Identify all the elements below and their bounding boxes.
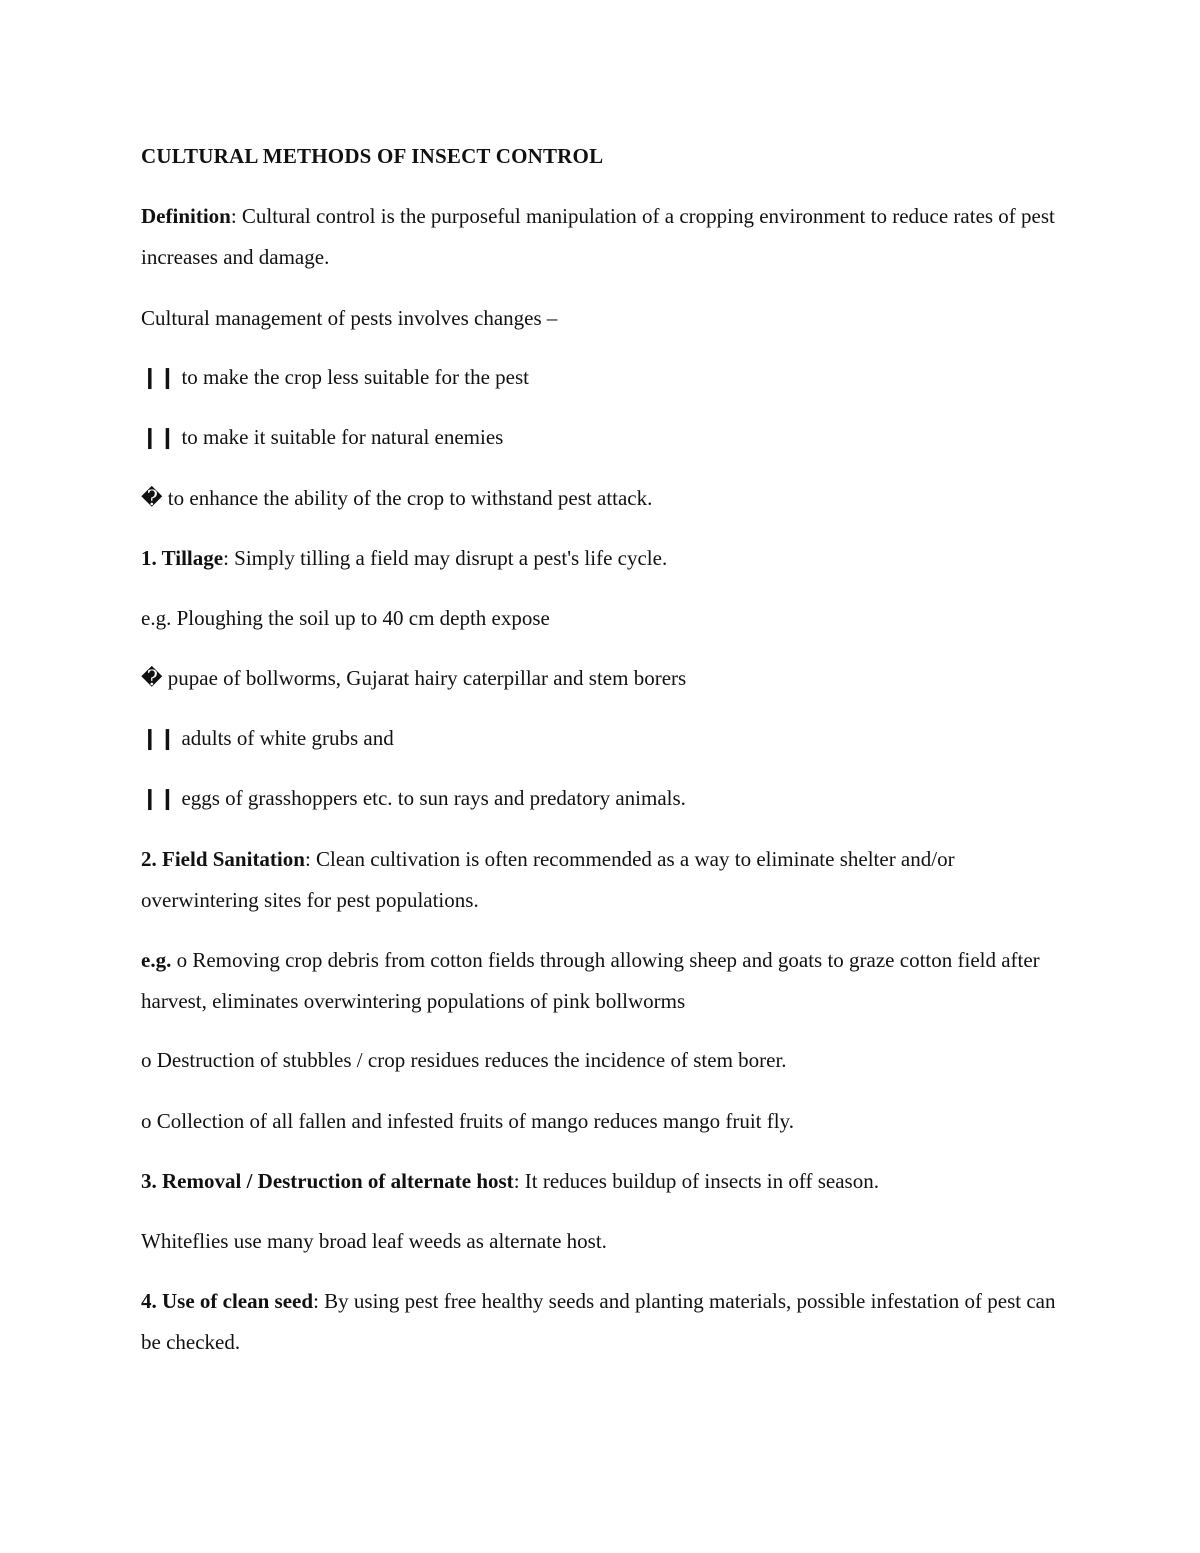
sanitation-example-label: e.g. — [141, 948, 172, 972]
alternate-host-text: : It reduces buildup of insects in off season. — [513, 1169, 879, 1193]
sanitation-label: 2. Field Sanitation — [141, 847, 305, 871]
definition-paragraph — [141, 196, 1071, 278]
definition-label: Definition — [141, 204, 231, 228]
alternate-host-paragraph — [141, 1161, 1071, 1202]
alternate-host-label: 3. Removal / Destruction of alternate host — [141, 1169, 514, 1193]
document-title: CULTURAL METHODS OF INSECT CONTROL — [141, 144, 604, 168]
change-item-1: ❙❙ to make the crop less suitable for the pest — [141, 365, 530, 389]
alternate-host-note: Whiteflies use many broad leaf weeds as alternate host. — [141, 1229, 607, 1253]
sanitation-item-2: o Collection of all fallen and infested fruits of mango reduces mango fruit fly. — [141, 1109, 794, 1133]
sanitation-example — [141, 940, 1071, 1022]
tillage-item-2: ❙❙ adults of white grubs and — [141, 726, 394, 750]
clean-seed-paragraph — [141, 1281, 1071, 1363]
sanitation-example-text: o Removing crop debris from cotton fields through allowing sheep and goats to graze cotton field after harvest, eliminates overwintering populations of pink bollworms — [141, 948, 1040, 1013]
tillage-example: e.g. Ploughing the soil up to 40 cm depth expose — [141, 606, 550, 630]
tillage-item-1: � pupae of bollworms, Gujarat hairy caterpillar and stem borers — [141, 666, 687, 690]
definition-text: : Cultural control is the purposeful manipulation of a cropping environment to reduce rates of pest increases and damage. — [141, 204, 1055, 269]
tillage-paragraph — [141, 538, 1071, 579]
change-item-2: ❙❙ to make it suitable for natural enemies — [141, 425, 504, 449]
change-item-3: � to enhance the ability of the crop to withstand pest attack. — [141, 486, 653, 510]
tillage-text: : Simply tilling a field may disrupt a pest's life cycle. — [223, 546, 668, 570]
sanitation-text: : Clean cultivation is often recommended as a way to eliminate shelter and/or overwintering sites for pest populations. — [141, 847, 955, 912]
sanitation-paragraph — [141, 839, 1071, 921]
sanitation-item-1: o Destruction of stubbles / crop residues reduces the incidence of stem borer. — [141, 1048, 787, 1072]
tillage-item-3: ❙❙ eggs of grasshoppers etc. to sun rays and predatory animals. — [141, 786, 686, 810]
intro-text: Cultural management of pests involves changes – — [141, 306, 558, 330]
clean-seed-label: 4. Use of clean seed — [141, 1289, 314, 1313]
tillage-label: 1. Tillage — [141, 546, 224, 570]
clean-seed-text: : By using pest free healthy seeds and planting materials, possible infestation of pest can be checked. — [141, 1289, 1056, 1354]
